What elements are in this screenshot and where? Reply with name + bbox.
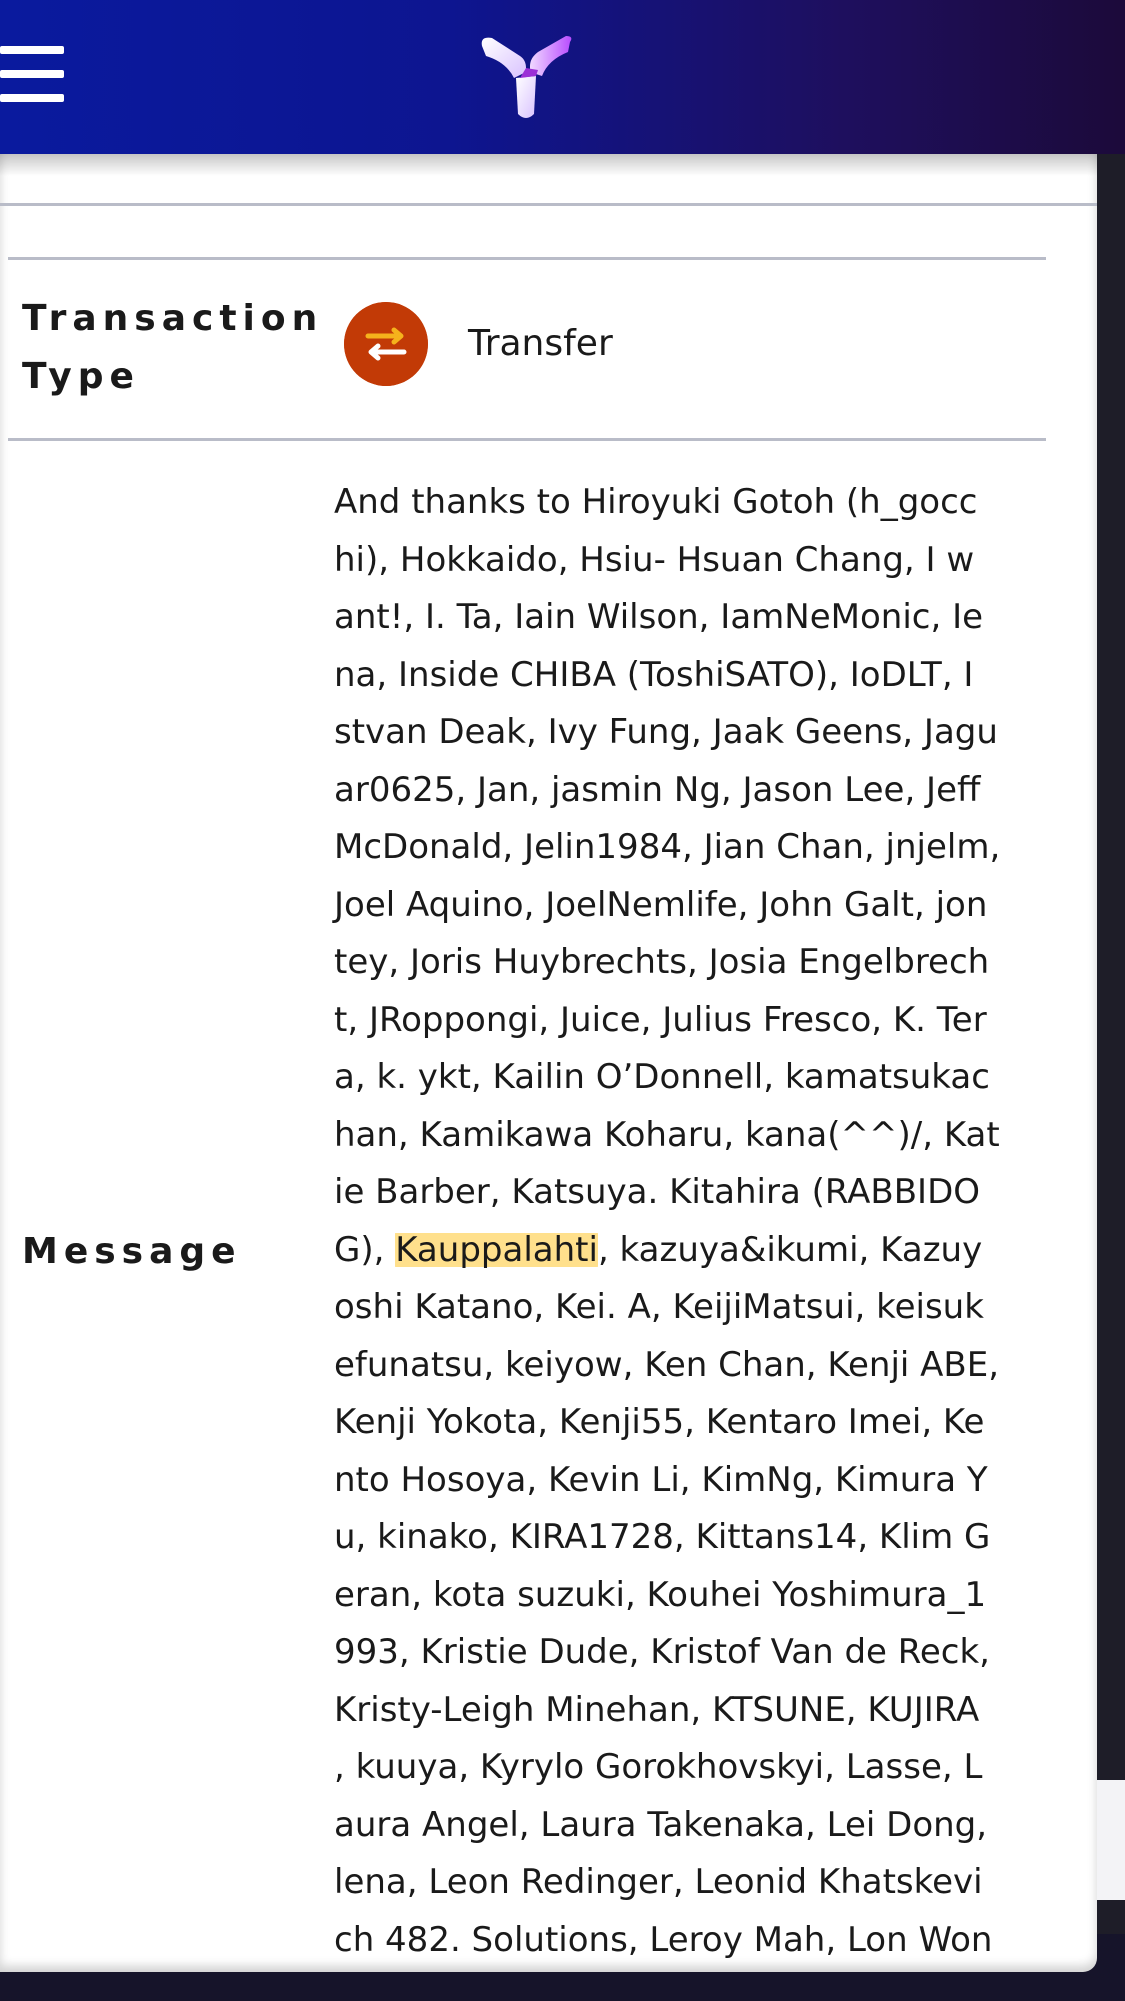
row-divider	[8, 257, 1046, 260]
message-label: Message	[22, 1231, 242, 1272]
background-edge	[1097, 154, 1125, 1934]
row-divider	[8, 438, 1046, 441]
header-shadow	[0, 154, 1097, 176]
message-text-part: , kazuya&ikumi, Kazuy oshi Katano, Kei. A, KeijiMatsui, keisuk efunatsu, keiyow, Ken Chan, Kenji ABE, Kenji Yokota, Kenji55, Kentaro Imei, Ke nto Hosoya, Kevin Li, KimNg, Kimura Y u, kinako, KIRA1728, Kittans14, Klim G eran, kota suzuki, Kouhei Yoshimura_1 993, Kristie Dude, Kristof Van de Reck, Kristy-Leigh Minehan, KTSUNE, KUJIRA , kuuya, Kyrylo Gorokhovskyi, Lasse, L aura Angel, Laura Takenaka, Lei Dong, lena, Leon Redinger, Leonid Khatskevi ch 482. Solutions, Leroy Mah, Lon Won	[334, 1229, 1000, 1960]
transaction-card	[0, 154, 1097, 1972]
app-header	[0, 0, 1125, 154]
highlighted-name: Kauppalahti	[395, 1229, 598, 1270]
transaction-type-label: Transaction Type	[22, 298, 324, 397]
transaction-type-value: Transfer	[468, 323, 613, 364]
transfer-arrows-icon	[344, 302, 428, 386]
message-text-part: And thanks to Hiroyuki Gotoh (h_gocc hi), Hokkaido, Hsiu- Hsuan Chang, I w ant!, I. Ta, Iain Wilson, IamNeMonic, Ie na, Inside CHIBA (ToshiSATO), IoDLT, I stvan Deak, Ivy Fung, Jaak Geens, Jagu ar0625, Jan, jasmin Ng, Jason Lee, Jeff McDonald, Jelin1984, Jian Chan, jnjelm, Joel Aquino, JoelNemlife, John Galt, jon tey, Joris Huybrechts, Josia Engelbrech t, JRoppongi, Juice, Julius Fresco, K. Ter a, k. ykt, Kailin O’Donnell, kamatsukac han, Kamikawa Koharu, kana(^^)/, Kat ie Barber, Katsuya. Kitahira (RABBIDO G),	[334, 482, 1001, 1270]
y-logo-icon[interactable]	[476, 32, 576, 122]
hamburger-menu-icon[interactable]	[0, 46, 64, 102]
message-text	[334, 474, 1038, 1969]
background-edge-light	[1097, 1780, 1125, 1900]
top-divider	[0, 203, 1097, 206]
